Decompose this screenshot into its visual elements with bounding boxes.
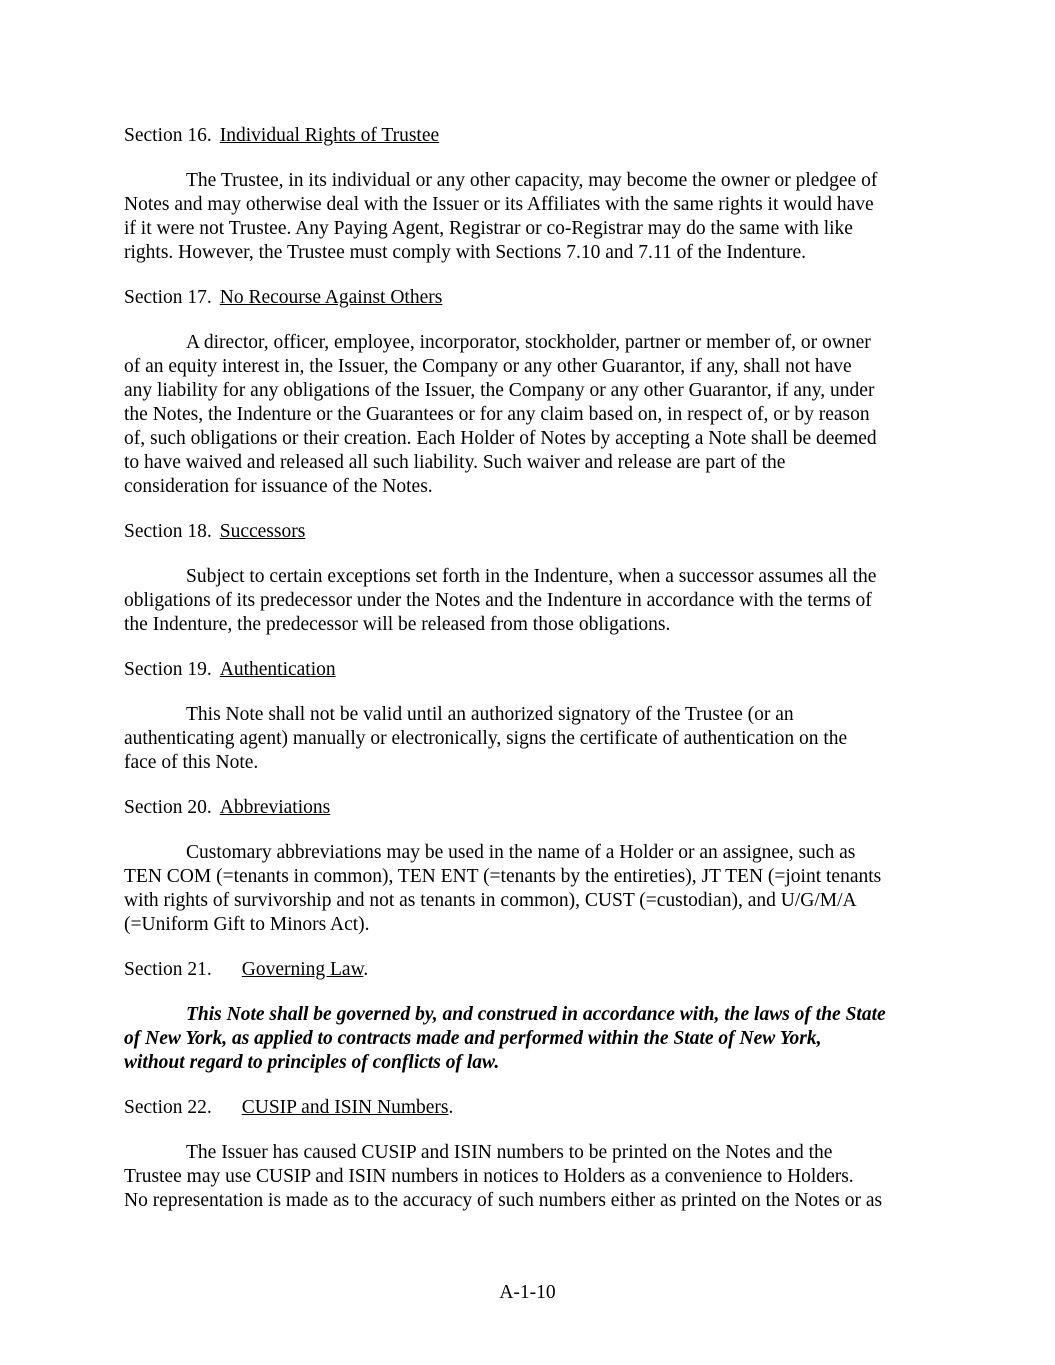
- section-18-label: Section 18.: [124, 521, 212, 542]
- body-line: authenticating agent) manually or electronically, signs the certificate of authentication on the: [124, 728, 848, 749]
- section-19-label: Section 19.: [124, 659, 212, 680]
- section-22-body: [124, 1141, 934, 1213]
- section-16-body: [124, 169, 934, 265]
- body-line: No representation is made as to the accuracy of such numbers either as printed on the Notes or as: [124, 1190, 883, 1211]
- body-line: the Notes, the Indenture or the Guarantees or for any claim based on, in respect of, or by reason: [124, 404, 870, 425]
- body-line: This Note shall not be valid until an authorized signatory of the Trustee (or an: [186, 704, 794, 725]
- body-line: of an equity interest in, the Issuer, the Company or any other Guarantor, if any, shall not have: [124, 356, 852, 377]
- body-line: This Note shall be governed by, and construed in accordance with, the laws of the State: [186, 1004, 886, 1025]
- section-21-body: [124, 1003, 934, 1075]
- section-19-heading: [124, 658, 934, 682]
- section-20-title: Abbreviations: [219, 797, 331, 818]
- section-20-label: Section 20.: [124, 797, 212, 818]
- body-line: consideration for issuance of the Notes.: [124, 476, 433, 497]
- body-line: TEN COM (=tenants in common), TEN ENT (=tenants by the entireties), JT TEN (=joint tenants: [124, 866, 882, 887]
- section-17-heading: [124, 286, 934, 310]
- body-line: obligations of its predecessor under the Notes and the Indenture in accordance with the terms of: [124, 590, 872, 611]
- section-17-label: Section 17.: [124, 287, 212, 308]
- body-line: the Indenture, the predecessor will be released from those obligations.: [124, 614, 671, 635]
- body-line: Trustee may use CUSIP and ISIN numbers in notices to Holders as a convenience to Holders.: [124, 1166, 854, 1187]
- body-line: (=Uniform Gift to Minors Act).: [124, 914, 370, 935]
- body-line: if it were not Trustee. Any Paying Agent, Registrar or co-Registrar may do the same with like: [124, 218, 853, 239]
- document-page: [124, 124, 934, 1234]
- section-21-title: Governing Law: [241, 959, 364, 980]
- page-number: A-1-10: [499, 1282, 556, 1303]
- body-line: Customary abbreviations may be used in the name of a Holder or an assignee, such as: [186, 842, 856, 863]
- section-18-title: Successors: [219, 521, 306, 542]
- body-line: face of this Note.: [124, 752, 259, 773]
- section-18-body: [124, 565, 934, 637]
- body-line: Subject to certain exceptions set forth in the Indenture, when a successor assumes all the: [186, 566, 877, 587]
- section-22-title: CUSIP and ISIN Numbers: [241, 1097, 449, 1118]
- body-line: The Trustee, in its individual or any other capacity, may become the owner or pledgee of: [186, 170, 878, 191]
- body-line: any liability for any obligations of the Issuer, the Company or any other Guarantor, if any, under: [124, 380, 875, 401]
- body-line: without regard to principles of conflicts of law.: [124, 1052, 500, 1073]
- section-17-title: No Recourse Against Others: [219, 287, 443, 308]
- section-18-heading: [124, 520, 934, 544]
- section-22-label: Section 22.: [124, 1097, 212, 1118]
- section-16-label: Section 16.: [124, 125, 212, 146]
- body-line: A director, officer, employee, incorporator, stockholder, partner or member of, or owner: [186, 332, 871, 353]
- section-21-suffix: .: [363, 959, 369, 980]
- section-16-title: Individual Rights of Trustee: [219, 125, 440, 146]
- body-line: Notes and may otherwise deal with the Issuer or its Affiliates with the same rights it would have: [124, 194, 874, 215]
- section-19-body: [124, 703, 934, 775]
- body-line: rights. However, the Trustee must comply with Sections 7.10 and 7.11 of the Indenture.: [124, 242, 806, 263]
- body-line: of, such obligations or their creation. Each Holder of Notes by accepting a Note shall be deemed: [124, 428, 877, 449]
- body-line: with rights of survivorship and not as tenants in common), CUST (=custodian), and U/G/M/A: [124, 890, 857, 911]
- body-line: The Issuer has caused CUSIP and ISIN numbers to be printed on the Notes and the: [186, 1142, 833, 1163]
- section-20-body: [124, 841, 934, 937]
- section-19-title: Authentication: [219, 659, 336, 680]
- section-21-heading: [124, 958, 934, 982]
- body-line: to have waived and released all such liability. Such waiver and release are part of the: [124, 452, 786, 473]
- section-22-suffix: .: [448, 1097, 454, 1118]
- section-16-heading: [124, 124, 934, 148]
- section-20-heading: [124, 796, 934, 820]
- body-line: of New York, as applied to contracts made and performed within the State of New York,: [124, 1028, 822, 1049]
- section-22-heading: [124, 1096, 934, 1120]
- section-21-label: Section 21.: [124, 959, 212, 980]
- section-17-body: [124, 331, 934, 499]
